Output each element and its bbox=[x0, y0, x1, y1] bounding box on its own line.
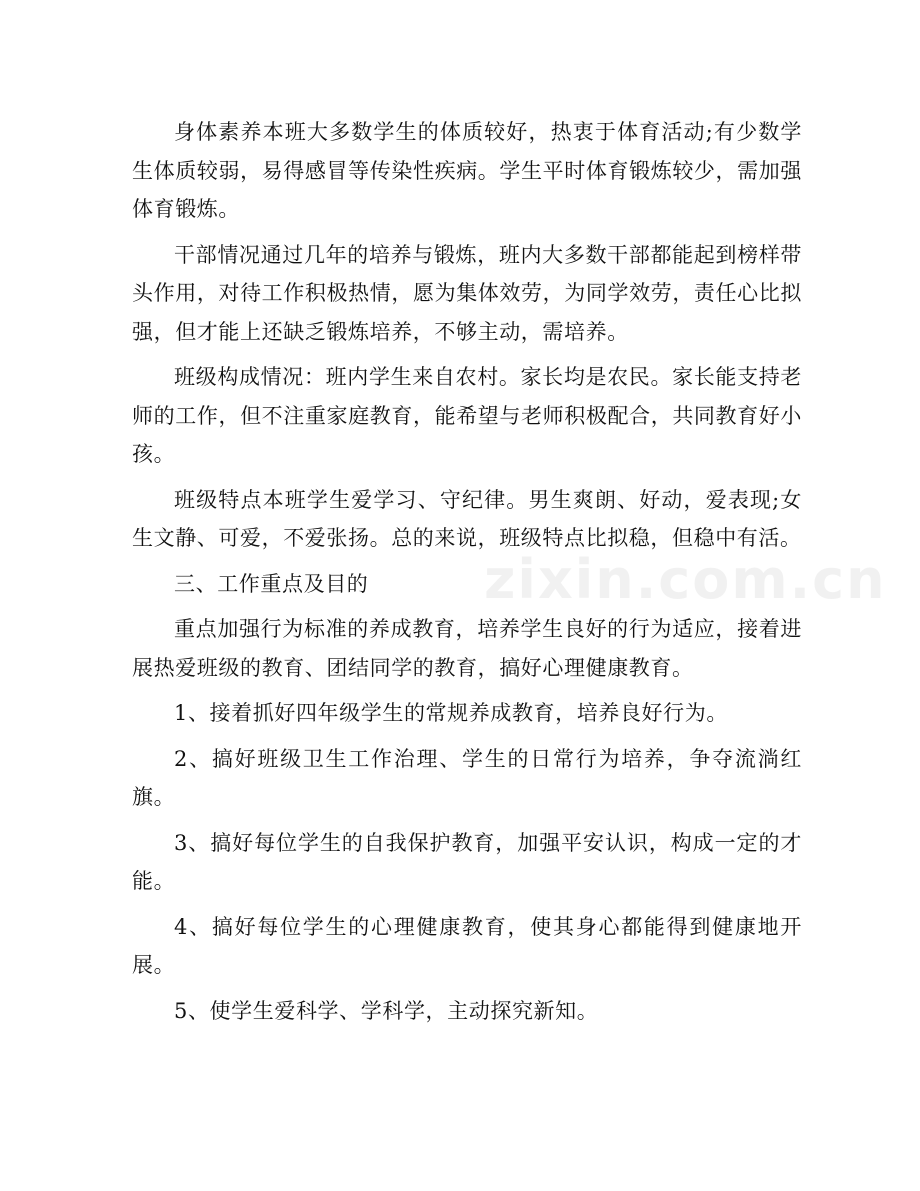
paragraph-cadre-situation: 干部情况通过几年的培养与锻炼，班内大多数干部都能起到榜样带头作用，对待工作积极热情，愿为集体效劳，为同学效劳，责任心比拟强，但才能上还缺乏锻炼培养，不够主动，需培养。 bbox=[132, 242, 802, 344]
paragraph-class-features: 班级特点本班学生爱学习、守纪律。男生爽朗、好动，爱表现;女生文静、可爱，不爱张扬。总的来说，班级特点比拟稳，但稳中有活。 bbox=[132, 487, 802, 550]
list-item-2: 2、搞好班级卫生工作治理、学生的日常行为培养，争夺流淌红旗。 bbox=[132, 746, 802, 809]
list-item-5: 5、使学生爱科学、学科学，主动探究新知。 bbox=[174, 998, 599, 1023]
watermark: zixin.com.cn bbox=[484, 548, 887, 611]
paragraph-physical-quality: 身体素养本班大多数学生的体质较好，热衷于体育活动;有少数学生体质较弱，易得感冒等传染性疾病。学生平时体育锻炼较少，需加强体育锻炼。 bbox=[132, 120, 802, 221]
list-item-4: 4、搞好每位学生的心理健康教育，使其身心都能得到健康地开展。 bbox=[132, 914, 802, 977]
paragraph-focus-summary: 重点加强行为标准的养成教育，培养学生良好的行为适应，接着进展热爱班级的教育、团结同学的教育，搞好心理健康教育。 bbox=[132, 617, 802, 680]
document-body bbox=[132, 113, 802, 1037]
list-item-3: 3、搞好每位学生的自我保护教育，加强平安认识，构成一定的才能。 bbox=[132, 830, 802, 893]
list-item-1: 1、接着抓好四年级学生的常规养成教育，培养良好行为。 bbox=[174, 701, 728, 725]
paragraph-class-composition: 班级构成情况：班内学生来自农村。家长均是农民。家长能支持老师的工作，但不注重家庭教育，能希望与老师积极配合，共同教育好小孩。 bbox=[132, 365, 802, 466]
section-heading-work-focus: 三、工作重点及目的 bbox=[174, 571, 369, 596]
